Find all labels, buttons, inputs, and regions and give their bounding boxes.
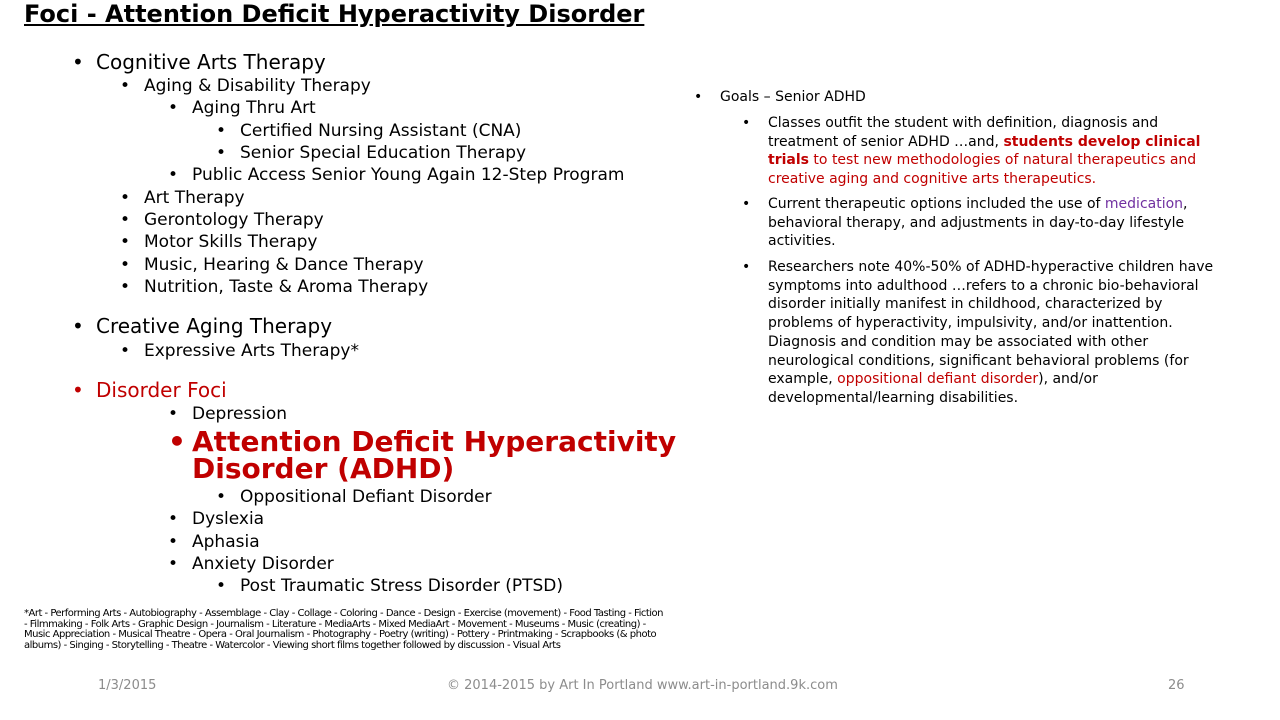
list-item: • Aging & Disability Therapy <box>120 76 371 96</box>
list-item: • Gerontology Therapy <box>120 210 324 230</box>
list-item: • Dyslexia <box>168 509 265 529</box>
list-item: • Senior Special Education Therapy <box>216 143 527 163</box>
list-item: • Certified Nursing Assistant (CNA) <box>216 121 522 141</box>
goals-paragraph-2: • Current therapeutic options included the use of medication, behavioral therapy, and adjustments in day-to-day lifestyle activities. <box>742 196 1188 250</box>
list-item: • Art Therapy <box>120 188 245 208</box>
list-item: • Aphasia <box>168 532 260 552</box>
list-item: • Oppositional Defiant Disorder <box>216 487 492 507</box>
list-item-adhd: • Attention Deficit Hyperactivity Disorder (ADHD) <box>168 425 677 485</box>
list-item: • Expressive Arts Therapy* <box>120 341 359 361</box>
footer-copyright: © 2014-2015 by Art In Portland www.art-in-portland.9k.com <box>447 678 838 693</box>
footnote: *Art - Performing Arts - Autobiography - Assemblage - Clay - Collage - Coloring - Dance - Design - Exercise (movement) - Food Tasting - Fiction - Filmmaking - Folk Arts - Graphic Design - Journalism - Literature - MediaArts - Mixed MediaArt - Movement - Museums - Music (creating) - Music Appreciation - Musical Theatre - Opera - Oral Journalism - Photography - Poetry (writing) - Pottery - Printmaking - Scrapbooks (& photo albums) - Singing - Storytelling - Theatre - Watercolor - Viewing short films together followed by discussion - Visual Arts <box>24 608 664 651</box>
list-item: • Music, Hearing & Dance Therapy <box>120 255 424 275</box>
list-item: • Motor Skills Therapy <box>120 232 318 252</box>
list-item-disorder-foci: • Disorder Foci <box>72 378 227 402</box>
outline-list <box>0 0 700 610</box>
list-item: • Nutrition, Taste & Aroma Therapy <box>120 277 429 297</box>
slide-title: Foci - Attention Deficit Hyperactivity Disorder <box>24 0 645 28</box>
goals-paragraph-1: • Classes outfit the student with definition, diagnosis and treatment of senior ADHD …and, students develop clinical trials to test new methodologies of natural therapeutics and creative aging and cognitive arts therapeutics. <box>742 115 1201 188</box>
list-item: • Cognitive Arts Therapy <box>72 50 326 74</box>
goals-heading: • Goals – Senior ADHD <box>694 89 866 105</box>
list-item: • Public Access Senior Young Again 12-Step Program <box>168 165 625 185</box>
goals-paragraph-3: • Researchers note 40%-50% of ADHD-hyperactive children have symptoms into adulthood …refers to a chronic bio-behavioral disorder initially manifest in childhood, characterized by problems of hyperactivity, impulsivity, and/or inattention. Diagnosis and condition may be associated with other neurological conditions, significant behavioral problems (for example, oppositional defiant disorder), and/or developmental/learning disabilities. <box>742 259 1214 406</box>
list-item: • Post Traumatic Stress Disorder (PTSD) <box>216 576 563 596</box>
list-item: • Anxiety Disorder <box>168 554 334 574</box>
footer-date: 1/3/2015 <box>98 678 157 693</box>
list-item: • Depression <box>168 404 288 424</box>
footer-page-number: 26 <box>1168 678 1185 693</box>
list-item: • Creative Aging Therapy <box>72 314 333 338</box>
list-item: • Aging Thru Art <box>168 98 316 118</box>
